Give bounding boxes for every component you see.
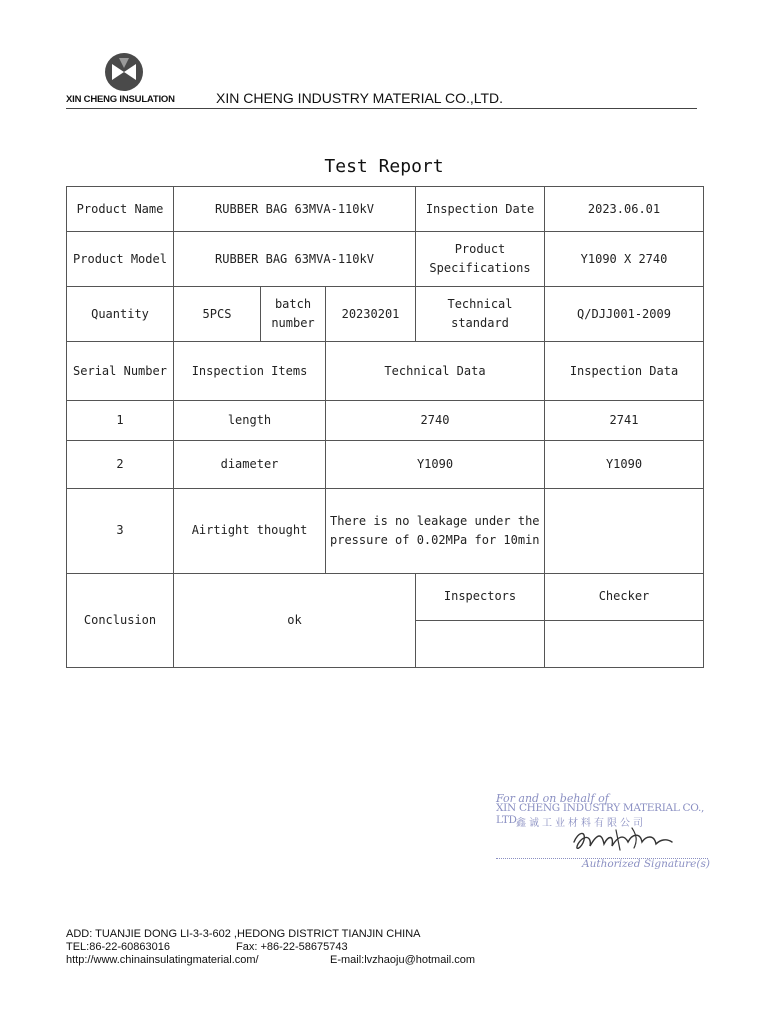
footer-fax: Fax: +86-22-58675743 bbox=[236, 941, 348, 953]
batch-number-label bbox=[261, 287, 326, 342]
conclusion-label: Conclusion bbox=[67, 573, 174, 667]
handwritten-signature bbox=[568, 822, 678, 858]
inspection-cell: 2741 bbox=[545, 401, 704, 440]
serial-number-header: Serial Number bbox=[67, 342, 174, 401]
checker-signature-cell bbox=[545, 620, 704, 667]
footer-web-row bbox=[66, 954, 476, 967]
stamp-line-behalf: For and on behalf of bbox=[496, 792, 609, 805]
product-spec-label-line1: Product bbox=[454, 242, 506, 257]
footer-phone-row bbox=[66, 941, 421, 954]
serial-cell: 1 bbox=[67, 401, 174, 440]
stamp-line-company: XIN CHENG INDUSTRY MATERIAL CO., LTD. bbox=[496, 802, 705, 826]
serial-cell: 3 bbox=[67, 488, 174, 573]
technical-data-header: Technical Data bbox=[326, 342, 545, 401]
table-header-row bbox=[67, 342, 704, 401]
company-name: XIN CHENG INDUSTRY MATERIAL CO.,LTD. bbox=[216, 90, 504, 106]
footer-email: E-mail:lvzhaoju@hotmail.com bbox=[330, 954, 476, 966]
inspection-cell bbox=[545, 488, 704, 573]
brand-name: XIN CHENG INSULATION bbox=[66, 94, 175, 105]
header-rule bbox=[66, 108, 697, 109]
footer-address: ADD: TUANJIE DONG LI-3-3-602 ,HEDONG DISTRICT TIANJIN CHINA bbox=[66, 928, 421, 940]
stamp-authorized-label: Authorized Signature(s) bbox=[582, 858, 710, 870]
tech-standard-label-line1: Technical bbox=[447, 297, 513, 312]
inspection-date-label: Inspection Date bbox=[416, 187, 545, 232]
inspection-data-header: Inspection Data bbox=[545, 342, 704, 401]
item-cell: Airtight thought bbox=[174, 488, 326, 573]
batch-label-line1: batch bbox=[274, 297, 312, 312]
product-spec-label-line2: Specifications bbox=[429, 261, 531, 276]
technical-cell bbox=[326, 488, 545, 573]
stamp-line-chinese: 鑫诚工业材料有限公司 bbox=[516, 818, 646, 829]
product-name-label: Product Name bbox=[67, 187, 174, 232]
item-cell: length bbox=[174, 401, 326, 440]
table-row bbox=[67, 287, 704, 342]
technical-cell: Y1090 bbox=[326, 440, 545, 488]
product-model-value: RUBBER BAG 63MVA-110kV bbox=[174, 232, 416, 287]
product-model-label: Product Model bbox=[67, 232, 174, 287]
page-title: Test Report bbox=[324, 156, 444, 177]
conclusion-value: ok bbox=[174, 573, 416, 667]
footer-tel: TEL:86-22-60863016 bbox=[66, 941, 170, 953]
technical-line1: There is no leakage under the bbox=[330, 513, 540, 528]
quantity-value: 5PCS bbox=[174, 287, 261, 342]
checker-label: Checker bbox=[545, 573, 704, 620]
tech-standard-label-line2: standard bbox=[451, 316, 509, 331]
serial-cell: 2 bbox=[67, 440, 174, 488]
test-report-table bbox=[66, 186, 704, 668]
footer-website: http://www.chinainsulatingmaterial.com/ bbox=[66, 954, 259, 966]
table-row bbox=[67, 401, 704, 440]
technical-cell: 2740 bbox=[326, 401, 545, 440]
inspectors-signature-cell bbox=[416, 620, 545, 667]
table-row bbox=[67, 232, 704, 287]
batch-number-value: 20230201 bbox=[326, 287, 416, 342]
footer-contact bbox=[66, 928, 476, 967]
technical-standard-value: Q/DJJ001-2009 bbox=[545, 287, 704, 342]
product-name-value: RUBBER BAG 63MVA-110kV bbox=[174, 187, 416, 232]
technical-standard-label bbox=[416, 287, 545, 342]
company-stamp bbox=[496, 792, 711, 872]
company-logo bbox=[102, 52, 146, 92]
item-cell: diameter bbox=[174, 440, 326, 488]
technical-line2: pressure of 0.02MPa for 10min bbox=[330, 532, 540, 547]
batch-label-line2: number bbox=[271, 316, 315, 331]
inspectors-label: Inspectors bbox=[416, 573, 545, 620]
product-spec-value: Y1090 X 2740 bbox=[545, 232, 704, 287]
table-row bbox=[67, 488, 704, 573]
table-row bbox=[67, 187, 704, 232]
product-spec-label bbox=[416, 232, 545, 287]
inspection-items-header: Inspection Items bbox=[174, 342, 326, 401]
inspection-date-value: 2023.06.01 bbox=[545, 187, 704, 232]
table-row bbox=[67, 440, 704, 488]
table-row bbox=[67, 573, 704, 620]
quantity-label: Quantity bbox=[67, 287, 174, 342]
inspection-cell: Y1090 bbox=[545, 440, 704, 488]
